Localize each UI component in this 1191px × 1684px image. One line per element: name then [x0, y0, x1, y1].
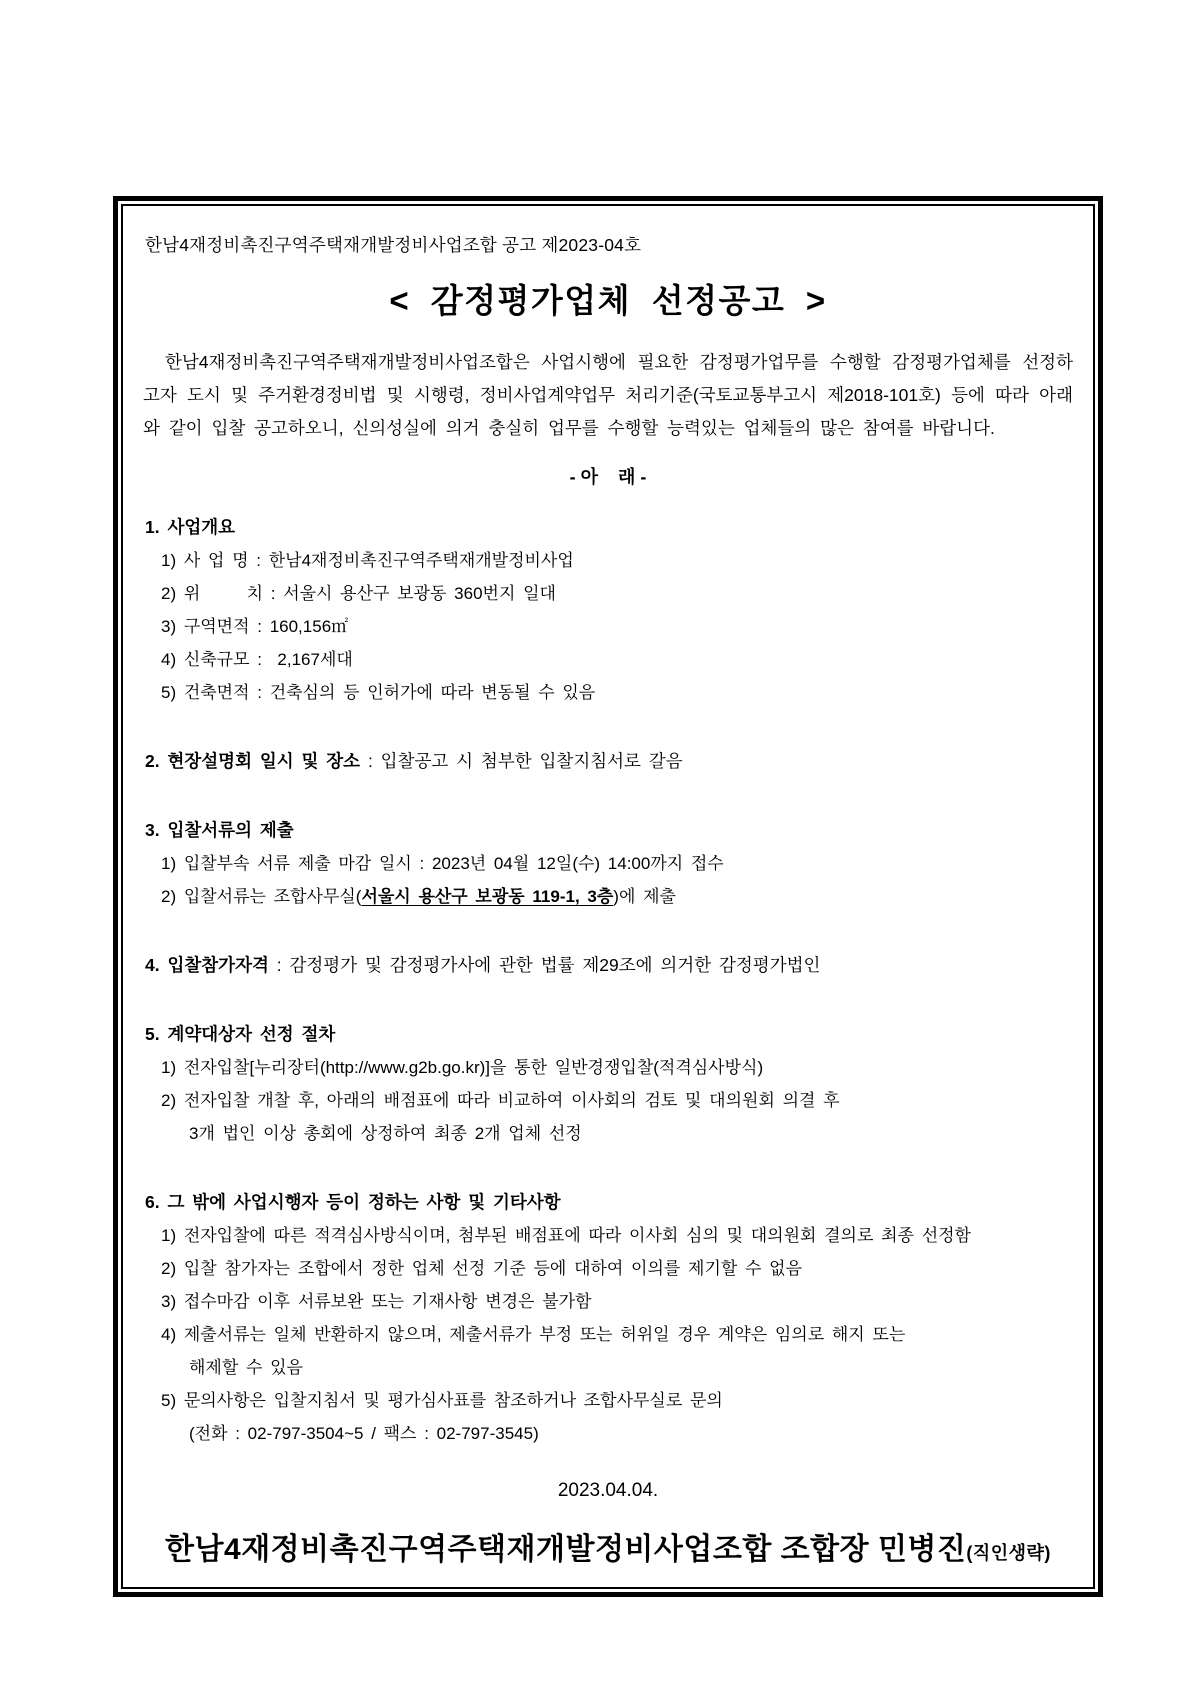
list-item-e-bidding: 1) 전자입찰[누리장터(http://www.g2b.go.kr)]을 통한 일반경쟁입찰(적격심사방식) — [161, 1058, 764, 1077]
document-title: < 감정평가업체 선정공고 > — [389, 282, 827, 319]
section-heading — [145, 745, 1077, 778]
signature-line — [139, 1524, 1077, 1568]
list-item-no-return: 4) 제출서류는 일체 반환하지 않으며, 제출서류가 부정 또는 허위일 경우 계약은 임의로 해지 또는 — [161, 1325, 906, 1344]
section-site-briefing — [139, 745, 1077, 778]
list-item-area: 3) 구역면적 : 160,156㎡ — [161, 617, 349, 636]
list-item-location: 2) 위 치 : 서울시 용산구 보광동 360번지 일대 — [161, 584, 556, 603]
list-item-screening: 1) 전자입찰에 따른 적격심사방식이며, 첨부된 배점표에 따라 이사회 심의 및 대의원회 결의로 최종 선정함 — [161, 1226, 971, 1245]
list-item-no-changes: 3) 접수마감 이후 서류보완 또는 기재사항 변경은 불가함 — [161, 1292, 592, 1311]
submission-address: 서울시 용산구 보광동 119-1, 3층 — [361, 887, 614, 906]
list-item-contact: (전화 : 02-797-3504~5 / 팩스 : 02-797-3545) — [189, 1424, 539, 1443]
document-frame — [113, 196, 1103, 1597]
section-heading: 3. 입찰서류의 제출 — [145, 820, 294, 840]
signature-name: 한남4재정비촉진구역주택재개발정비사업조합 조합장 민병진 — [165, 1533, 967, 1566]
section-heading: 6. 그 밖에 사업시행자 등이 정하는 사항 및 기타사항 — [145, 1192, 561, 1212]
list-item-project-name: 1) 사 업 명 : 한남4재정비촉진구역주택재개발정비사업 — [161, 551, 574, 570]
section-heading-label: 2. 현장설명회 일시 및 장소 — [145, 751, 361, 771]
section-heading-label: 4. 입찰참가자격 — [145, 955, 269, 975]
list-item-no-return-cont: 해제할 수 있음 — [189, 1358, 303, 1377]
list-item-no-objection: 2) 입찰 참가자는 조합에서 정한 업체 선정 기준 등에 대하여 이의를 제기할 수 없음 — [161, 1259, 803, 1278]
section-other-matters — [139, 1186, 1077, 1450]
list-item-review-process-cont: 3개 법인 이상 총회에 상정하여 최종 2개 업체 선정 — [189, 1124, 582, 1143]
section-heading-rest: : 입찰공고 시 첨부한 입찰지침서로 갈음 — [360, 751, 683, 771]
section-selection-procedure — [139, 1018, 1077, 1150]
below-divider: - 아 래 - — [569, 467, 647, 487]
submission-suffix: )에 제출 — [613, 887, 676, 906]
list-item-submission-place — [139, 880, 1077, 913]
document-frame-inner — [121, 204, 1095, 1589]
section-heading: 5. 계약대상자 선정 절차 — [145, 1024, 336, 1044]
section-eligibility — [139, 949, 1077, 982]
list-item-scale: 4) 신축규모 : 2,167세대 — [161, 650, 353, 669]
section-heading — [145, 949, 1077, 982]
announcement-date: 2023.04.04. — [557, 1480, 659, 1501]
list-item-building-area: 5) 건축면적 : 건축심의 등 인허가에 따라 변동될 수 있음 — [161, 683, 596, 702]
submission-prefix: 2) 입찰서류는 조합사무실( — [161, 887, 362, 906]
signature-seal-note: (직인생략) — [966, 1543, 1051, 1563]
notice-number: 한남4재정비촉진구역주택재개발정비사업조합 공고 제2023-04호 — [145, 235, 642, 255]
section-bid-documents — [139, 814, 1077, 913]
list-item-review-process: 2) 전자입찰 개찰 후, 아래의 배점표에 따라 비교하여 이사회의 검토 및 대의원회 의결 후 — [161, 1091, 840, 1110]
section-project-overview — [139, 511, 1077, 709]
section-heading-rest: : 감정평가 및 감정평가사에 관한 법률 제29조에 의거한 감정평가법인 — [268, 955, 821, 975]
section-heading: 1. 사업개요 — [145, 517, 236, 537]
list-item-inquiries: 5) 문의사항은 입찰지침서 및 평가심사표를 참조하거나 조합사무실로 문의 — [161, 1391, 723, 1410]
intro-paragraph: 한남4재정비촉진구역주택재개발정비사업조합은 사업시행에 필요한 감정평가업무를 수행할 감정평가업체를 선정하고자 도시 및 주거환경정비법 및 시행령, 정비사업계약업무 처리기준(국토교통부고시 제2018-101호) 등에 따라 아래와 같이 입찰 공고하오니, 신의성실에 의거 충실히 업무를 수행할 능력있는 업체들의 많은 참여를 바랍니다. — [143, 352, 1073, 438]
list-item-deadline: 1) 입찰부속 서류 제출 마감 일시 : 2023년 04월 12일(수) 14:00까지 접수 — [161, 854, 724, 873]
